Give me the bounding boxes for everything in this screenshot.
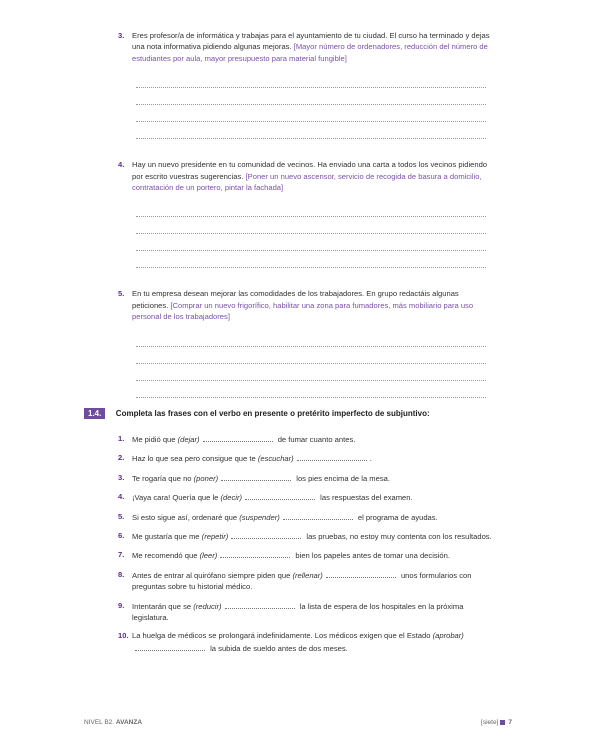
footer-level: NIVEL B2. <box>84 719 115 726</box>
answer-blank[interactable] <box>245 491 315 500</box>
exercise-text: La huelga de médicos se prolongará indefinidamente. Los médicos exigen que el Estado <box>132 631 431 641</box>
item-number: 4. <box>118 160 125 170</box>
exercise-text: Me gustaría que me <box>132 532 200 542</box>
answer-blank[interactable] <box>220 549 290 558</box>
exercise-text: los pies encima de la mesa. <box>296 473 390 483</box>
answer-line[interactable] <box>136 88 486 105</box>
exercise-number: 6. <box>118 531 125 541</box>
exercise-item <box>118 452 500 464</box>
answer-lines <box>132 71 490 139</box>
page-number-area <box>481 719 512 726</box>
verb-hint: (leer) <box>199 551 218 561</box>
exercise-item <box>118 630 500 654</box>
exercise-number: 1. <box>118 434 125 443</box>
verb-hint: (dejar) <box>177 435 200 444</box>
exercise-item <box>118 511 500 523</box>
exercise-item <box>118 600 500 624</box>
item-number: 3. <box>118 31 125 40</box>
answer-line[interactable] <box>136 105 486 122</box>
exercise-number: 7. <box>118 550 125 560</box>
exercise-text: la subida de sueldo antes de dos meses. <box>210 643 348 653</box>
exercise-text: Te rogaría que no <box>132 473 192 483</box>
exercise-item <box>118 433 500 445</box>
writing-item <box>118 30 490 139</box>
answer-lines <box>132 200 490 268</box>
exercise-number: 5. <box>118 511 125 521</box>
answer-line[interactable] <box>136 122 486 139</box>
answer-line[interactable] <box>136 251 486 268</box>
exercise-text: la lista de espera de los hospitales en la próxima legislatura. <box>132 601 464 623</box>
exercise-text: unos formularios con preguntas sobre tu historial médico. <box>132 570 472 592</box>
answer-blank[interactable] <box>231 530 301 539</box>
section-badge: 1.4. <box>84 408 105 419</box>
verb-hint: (repetir) <box>201 532 229 542</box>
exercise-item <box>118 491 500 503</box>
answer-lines <box>132 330 490 398</box>
exercise-section <box>84 403 504 661</box>
verb-hint: (escuchar) <box>257 454 294 464</box>
exercise-text: Haz lo que sea pero consigue que te <box>132 454 256 464</box>
exercise-text: Si esto sigue así, ordenaré que <box>132 512 238 522</box>
verb-hint: (poner) <box>193 473 219 483</box>
writing-item <box>118 159 490 268</box>
section-title: Completa las frases con el verbo en presente o pretérito imperfecto de subjuntivo: <box>115 409 430 418</box>
section-header <box>84 403 504 421</box>
answer-blank[interactable] <box>283 511 353 520</box>
answer-line[interactable] <box>136 347 486 364</box>
footer-book-title: AVANZA <box>115 719 143 726</box>
exercise-number: 2. <box>118 453 125 463</box>
answer-blank[interactable] <box>225 600 295 609</box>
answer-line[interactable] <box>136 200 486 217</box>
exercise-item <box>118 472 500 484</box>
item-text: Hay un nuevo presidente en tu comunidad de vecinos. Ha enviado una carta a todos los vecinos pidiendo por escrito vuestras sugerencias. <box>132 160 488 181</box>
exercise-text: bien los papeles antes de tomar una decisión. <box>295 551 450 561</box>
exercise-text: de fumar cuanto antes. <box>277 435 356 444</box>
exercise-text: Me pidió que <box>132 435 176 444</box>
exercise-text: ¡Vaya cara! Quería que le <box>132 493 219 503</box>
item-hint: [Poner un nuevo ascensor, servicio de recogida de basura a domicilio, contratación de un portero, pintar la fachada] <box>132 171 482 193</box>
item-hint: [Comprar un nuevo frigorífico, habilitar una zona para fumadores, más mobiliario para uso personal de los trabajadores] <box>132 300 474 322</box>
item-number: 5. <box>118 289 125 299</box>
page-word: [siete] <box>481 719 499 726</box>
exercise-item <box>118 549 500 561</box>
verb-hint: (reducir) <box>193 601 222 611</box>
item-text: En tu empresa desean mejorar las comodidades de los trabajadores. En grupo redactáis algunas peticiones. <box>132 289 459 310</box>
exercise-list <box>118 433 500 654</box>
exercise-number: 4. <box>118 492 125 502</box>
exercise-item <box>118 530 500 542</box>
exercise-number: 10. <box>118 631 129 641</box>
writing-section <box>118 30 490 398</box>
writing-item <box>118 288 490 397</box>
verb-hint: (aprobar) <box>432 631 464 641</box>
answer-blank[interactable] <box>297 452 367 461</box>
exercise-text: Me recomendó que <box>132 551 198 561</box>
answer-blank[interactable] <box>221 472 291 481</box>
answer-blank[interactable] <box>203 433 273 442</box>
exercise-text: las pruebas, no estoy muy contenta con los resultados. <box>306 532 492 542</box>
page-footer <box>84 719 512 726</box>
item-text: Eres profesor/a de informática y trabajas para el ayuntamiento de tu ciudad. El curso ha terminado y dejas una nota informativa pidiendo algunas mejoras. <box>132 31 490 52</box>
exercise-text: Antes de entrar al quirófano siempre piden que <box>132 570 291 580</box>
page-number: 7 <box>508 719 512 726</box>
answer-line[interactable] <box>136 234 486 251</box>
exercise-number: 3. <box>118 472 125 482</box>
exercise-text: las respuestas del examen. <box>320 493 413 503</box>
exercise-item <box>118 569 500 593</box>
answer-line[interactable] <box>136 330 486 347</box>
exercise-number: 9. <box>118 600 125 610</box>
item-hint: [Mayor número de ordenadores, reducción del número de estudiantes por aula, mayor presupuesto para material fungible] <box>132 42 488 63</box>
answer-blank[interactable] <box>326 569 396 578</box>
square-bullet-icon <box>500 720 505 725</box>
answer-line[interactable] <box>136 364 486 381</box>
exercise-number: 8. <box>118 569 125 579</box>
answer-line[interactable] <box>136 381 486 398</box>
exercise-text: . <box>369 454 372 464</box>
exercise-text: el programa de ayudas. <box>357 512 438 522</box>
verb-hint: (decir) <box>220 493 243 503</box>
answer-line[interactable] <box>136 217 486 234</box>
verb-hint: (suspender) <box>239 512 280 522</box>
exercise-text: Intentarán que se <box>132 601 192 611</box>
verb-hint: (rellenar) <box>292 570 323 580</box>
answer-line[interactable] <box>136 71 486 88</box>
answer-blank[interactable] <box>135 642 205 651</box>
